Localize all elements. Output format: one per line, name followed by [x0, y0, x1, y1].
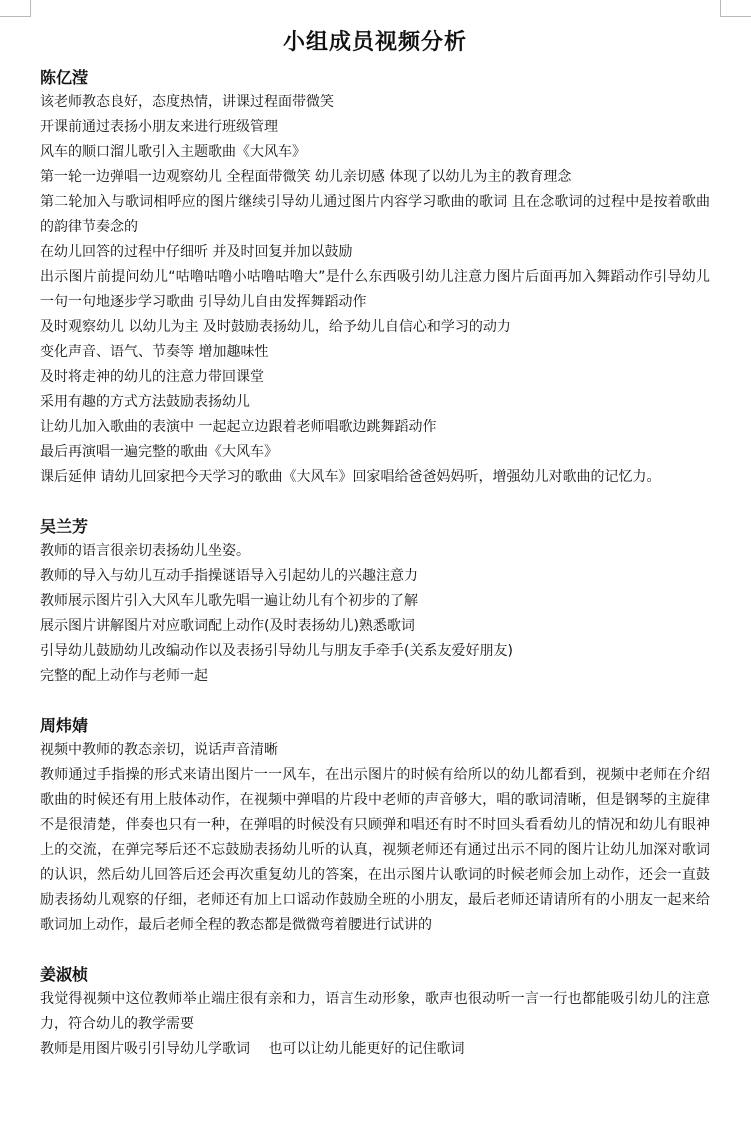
- document-page: [40, 0, 710, 1062]
- sections-container: [40, 66, 710, 1062]
- analysis-paragraph: 展示图片讲解图片对应歌词配上动作(及时表扬幼儿)熟悉歌词: [40, 618, 415, 634]
- page-title: 小组成员视频分析: [282, 29, 467, 55]
- analysis-paragraph: 引导幼儿鼓励幼儿改编动作以及表扬引导幼儿与朋友手牵手(关系友爱好朋友): [40, 643, 513, 659]
- analysis-paragraph: 教师的导入与幼儿互动手指操谜语导入引起幼儿的兴趣注意力: [40, 568, 418, 584]
- analysis-paragraph: 课后延伸 请幼儿回家把今天学习的歌曲《大风车》回家唱给爸爸妈妈听，增强幼儿对歌曲的记忆力。: [40, 469, 661, 485]
- analysis-paragraph: 开课前通过表扬小朋友来进行班级管理: [40, 119, 278, 135]
- analysis-paragraph: 最后再演唱一遍完整的歌曲《大风车》: [40, 444, 278, 460]
- analysis-paragraph: 让幼儿加入歌曲的表演中 一起起立边跟着老师唱歌边跳舞蹈动作: [40, 419, 437, 435]
- analysis-paragraph: 出示图片前提问幼儿“咕噜咕噜小咕噜咕噜大”是什么东西吸引幼儿注意力图片后面再加入舞蹈动作引导幼儿一句一句地逐步学习歌曲 引导幼儿自由发挥舞蹈动作: [40, 269, 710, 310]
- member-section: [40, 66, 710, 490]
- member-section: [40, 963, 710, 1062]
- analysis-paragraph: 采用有趣的方式方法鼓励表扬幼儿: [40, 394, 250, 410]
- crop-mark-top-right: [720, 0, 751, 17]
- member-name: 姜淑桢: [40, 965, 89, 984]
- analysis-paragraph: 视频中教师的教态亲切，说话声音清晰: [40, 742, 278, 758]
- member-name: 周炜婧: [40, 716, 89, 735]
- analysis-paragraph: 教师通过手指操的形式来请出图片一一风车，在出示图片的时候有给所以的幼儿都看到，视频中老师在介绍歌曲的时候还有用上肢体动作，在视频中弹唱的片段中老师的声音够大，唱的歌词清晰，但是钢琴的主旋律不是很清楚，伴奏也只有一种，在弹唱的时候没有只顾弹和唱还有时不时回头看看幼儿的情况和幼儿有眼神上的交流，在弹完琴后还不忘鼓励表扬幼儿听的认真，视频老师还有通过出示不同的图片让幼儿加深对歌词的认识，然后幼儿回答后还会再次重复幼儿的答案，在出示图片认歌词的时候老师会加上动作，还会一直鼓励表扬幼儿观察的仔细，老师还有加上口谣动作鼓励全班的小朋友，最后老师还请请所有的小朋友一起来给歌词加上动作，最后老师全程的教态都是微微弯着腰进行试讲的: [40, 767, 710, 933]
- analysis-paragraph: 我觉得视频中这位教师举止端庄很有亲和力，语言生动形象，歌声也很动听一言一行也都能吸引幼儿的注意力，符合幼儿的教学需要: [40, 991, 710, 1032]
- member-name: 陈亿滢: [40, 68, 89, 87]
- analysis-paragraph: 第一轮一边弹唱一边观察幼儿 全程面带微笑 幼儿亲切感 体现了以幼儿为主的教育理念: [40, 169, 572, 185]
- analysis-paragraph: 及时将走神的幼儿的注意力带回课堂: [40, 369, 264, 385]
- analysis-paragraph: 在幼儿回答的过程中仔细听 并及时回复并加以鼓励: [40, 244, 353, 260]
- analysis-paragraph: 第二轮加入与歌词相呼应的图片继续引导幼儿通过图片内容学习歌曲的歌词 且在念歌词的过程中是按着歌曲的韵律节奏念的: [40, 194, 710, 235]
- analysis-paragraph: 及时观察幼儿 以幼儿为主 及时鼓励表扬幼儿，给予幼儿自信心和学习的动力: [40, 319, 511, 335]
- analysis-paragraph: 完整的配上动作与老师一起: [40, 668, 208, 684]
- member-section: [40, 714, 710, 938]
- analysis-paragraph: 该老师教态良好，态度热情，讲课过程面带微笑: [40, 94, 334, 110]
- member-name: 吴兰芳: [40, 517, 89, 536]
- crop-mark-top-left: [0, 0, 31, 17]
- analysis-paragraph: 变化声音、语气、节奏等 增加趣味性: [40, 344, 269, 360]
- analysis-paragraph: 风车的顺口溜儿歌引入主题歌曲《大风车》: [40, 144, 306, 160]
- analysis-paragraph: 教师是用图片吸引引导幼儿学歌词 也可以让幼儿能更好的记住歌词: [40, 1041, 465, 1057]
- analysis-paragraph: 教师的语言很亲切表扬幼儿坐姿。: [40, 543, 250, 559]
- member-section: [40, 515, 710, 689]
- analysis-paragraph: 教师展示图片引入大风车儿歌先唱一遍让幼儿有个初步的了解: [40, 593, 418, 609]
